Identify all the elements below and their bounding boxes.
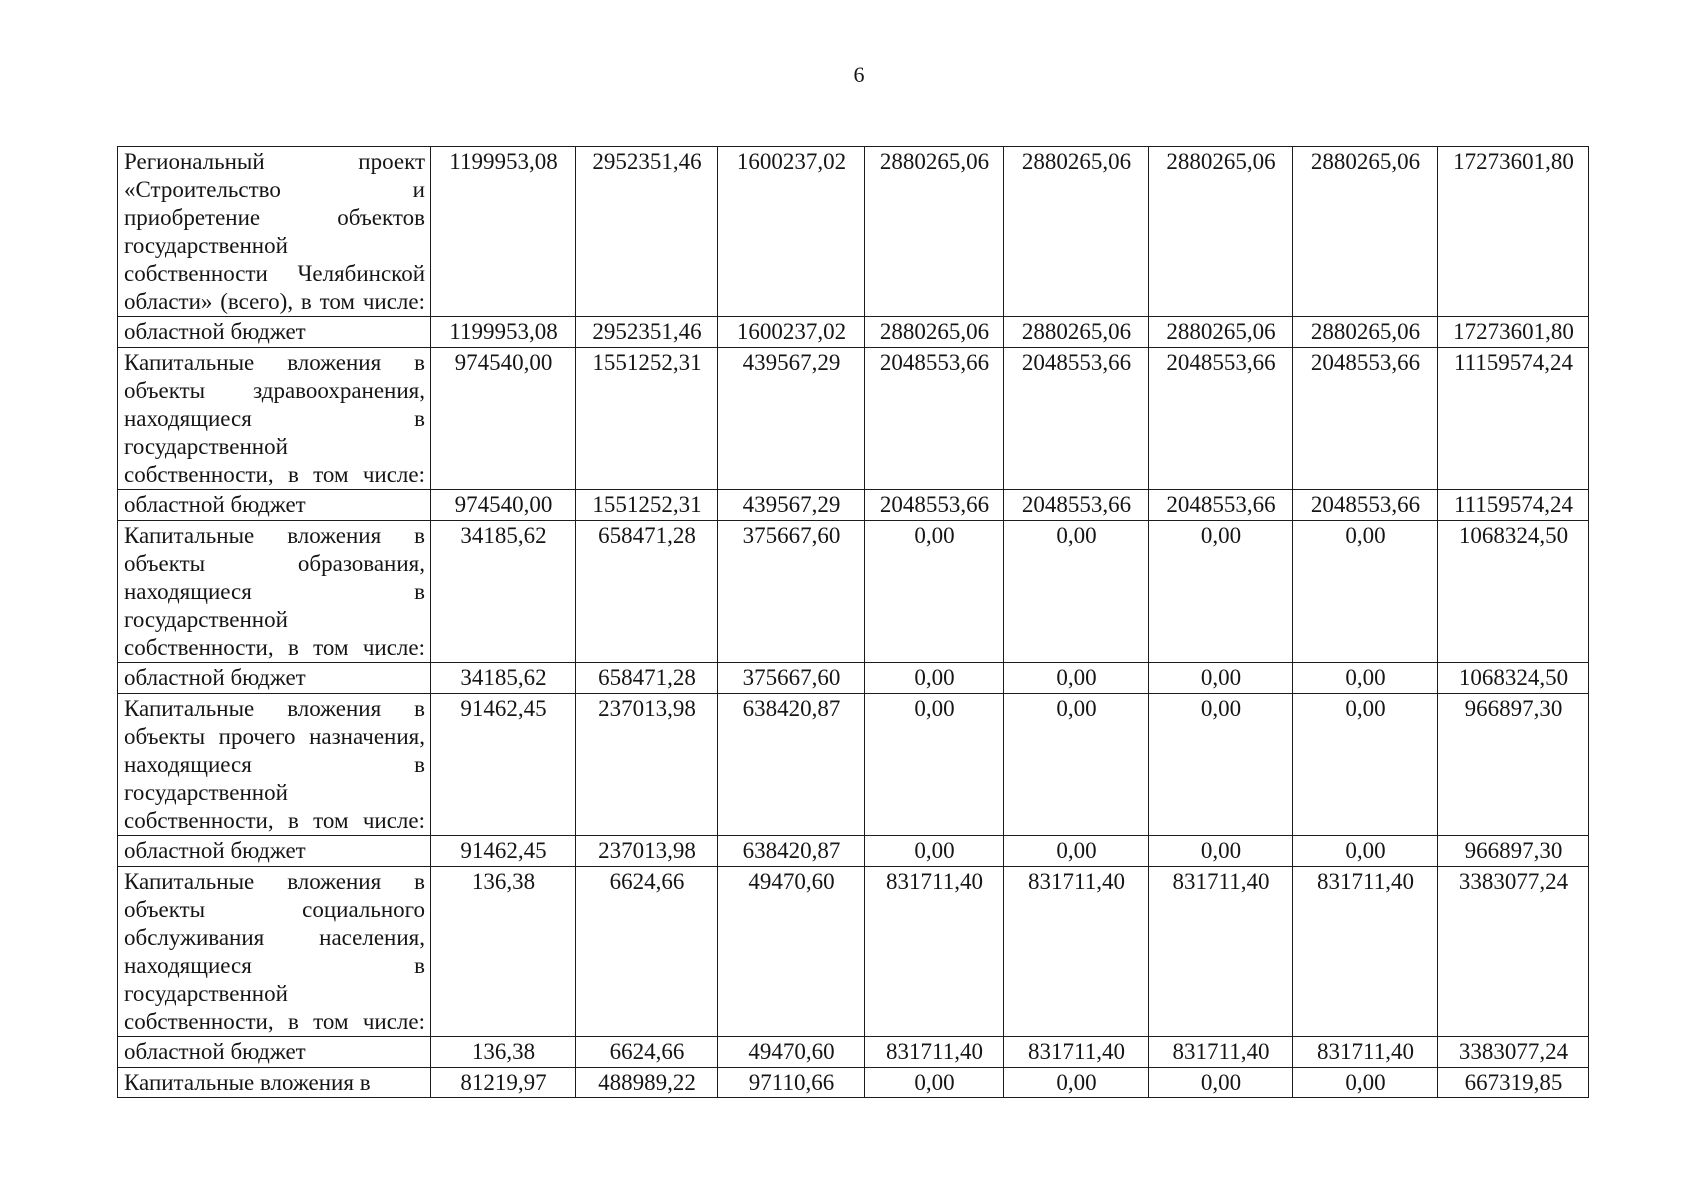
value-cell-year-2: 2952351,46	[576, 147, 718, 317]
value-cell-year-7: 2880265,06	[1293, 317, 1438, 348]
table-row-regional-budget	[118, 663, 1589, 694]
row-label-cell	[118, 490, 431, 521]
row-label-cell	[118, 867, 431, 1037]
table-row-regional-budget	[118, 490, 1589, 521]
value-cell-year-1: 1199953,08	[431, 147, 576, 317]
table-row-category	[118, 348, 1589, 490]
value-cell-year-1: 91462,45	[431, 836, 576, 867]
row-label-cell	[118, 663, 431, 694]
value-cell-year-1: 34185,62	[431, 521, 576, 663]
row-label-cell	[118, 694, 431, 836]
value-cell-year-2: 2952351,46	[576, 317, 718, 348]
row-label: Капитальные вложения в	[124, 1070, 371, 1095]
value-cell-total: 17273601,80	[1438, 317, 1589, 348]
value-cell-year-4: 2048553,66	[865, 348, 1004, 490]
row-label-cell	[118, 1037, 431, 1068]
row-label-cell	[118, 147, 431, 317]
value-cell-year-5: 2880265,06	[1004, 147, 1149, 317]
row-label-cell	[118, 836, 431, 867]
value-cell-year-6: 0,00	[1149, 1068, 1293, 1098]
value-cell-year-3: 638420,87	[718, 836, 865, 867]
row-label-cell	[118, 317, 431, 348]
value-cell-year-1: 81219,97	[431, 1068, 576, 1098]
value-cell-year-1: 974540,00	[431, 490, 576, 521]
row-label: Капитальные вложения в объекты здравоохранения, находящиеся в государственной собственности, в том числе:	[124, 350, 425, 487]
value-cell-year-5: 0,00	[1004, 663, 1149, 694]
value-cell-year-3: 439567,29	[718, 348, 865, 490]
budget-table	[117, 146, 1589, 1098]
row-label-cell	[118, 348, 431, 490]
value-cell-year-3: 1600237,02	[718, 147, 865, 317]
value-cell-year-7: 2880265,06	[1293, 147, 1438, 317]
value-cell-year-5: 0,00	[1004, 1068, 1149, 1098]
value-cell-total: 1068324,50	[1438, 663, 1589, 694]
value-cell-year-5: 0,00	[1004, 694, 1149, 836]
value-cell-year-2: 1551252,31	[576, 490, 718, 521]
value-cell-year-5: 2048553,66	[1004, 490, 1149, 521]
table-row-category	[118, 867, 1589, 1037]
value-cell-year-7: 0,00	[1293, 1068, 1438, 1098]
table-row-category	[118, 147, 1589, 317]
value-cell-total: 1068324,50	[1438, 521, 1589, 663]
value-cell-year-3: 638420,87	[718, 694, 865, 836]
value-cell-year-6: 2880265,06	[1149, 317, 1293, 348]
value-cell-year-3: 439567,29	[718, 490, 865, 521]
value-cell-year-3: 49470,60	[718, 867, 865, 1037]
value-cell-year-4: 0,00	[865, 694, 1004, 836]
table-row-regional-budget	[118, 317, 1589, 348]
value-cell-year-1: 974540,00	[431, 348, 576, 490]
value-cell-total: 11159574,24	[1438, 490, 1589, 521]
value-cell-year-4: 2880265,06	[865, 317, 1004, 348]
value-cell-year-2: 237013,98	[576, 694, 718, 836]
value-cell-year-6: 0,00	[1149, 663, 1293, 694]
value-cell-year-1: 136,38	[431, 867, 576, 1037]
value-cell-year-6: 831711,40	[1149, 1037, 1293, 1068]
row-label-cell	[118, 1068, 431, 1098]
budget-table-body	[118, 147, 1589, 1098]
value-cell-total: 3383077,24	[1438, 867, 1589, 1037]
table-row-category	[118, 694, 1589, 836]
value-cell-year-2: 488989,22	[576, 1068, 718, 1098]
value-cell-year-7: 0,00	[1293, 521, 1438, 663]
row-label: областной бюджет	[124, 665, 306, 690]
value-cell-year-5: 0,00	[1004, 836, 1149, 867]
value-cell-year-6: 831711,40	[1149, 867, 1293, 1037]
value-cell-year-7: 2048553,66	[1293, 490, 1438, 521]
value-cell-year-6: 2880265,06	[1149, 147, 1293, 317]
row-label: Капитальные вложения в объекты прочего назначения, находящиеся в государственной собственности, в том числе:	[124, 696, 425, 833]
value-cell-year-5: 2048553,66	[1004, 348, 1149, 490]
value-cell-year-2: 658471,28	[576, 663, 718, 694]
value-cell-year-7: 831711,40	[1293, 867, 1438, 1037]
row-label: Капитальные вложения в объекты образования, находящиеся в государственной собственности, в том числе:	[124, 523, 425, 660]
row-label: областной бюджет	[124, 492, 306, 517]
row-label: областной бюджет	[124, 838, 306, 863]
value-cell-year-5: 831711,40	[1004, 1037, 1149, 1068]
value-cell-year-4: 0,00	[865, 521, 1004, 663]
value-cell-year-7: 0,00	[1293, 836, 1438, 867]
page-number: 6	[853, 62, 865, 87]
value-cell-year-6: 2048553,66	[1149, 490, 1293, 521]
value-cell-year-4: 0,00	[865, 663, 1004, 694]
value-cell-total: 17273601,80	[1438, 147, 1589, 317]
table-row-category	[118, 521, 1589, 663]
value-cell-year-6: 2048553,66	[1149, 348, 1293, 490]
value-cell-year-4: 2880265,06	[865, 147, 1004, 317]
value-cell-year-7: 831711,40	[1293, 1037, 1438, 1068]
value-cell-year-4: 0,00	[865, 836, 1004, 867]
row-label: Региональный проект «Строительство и приобретение объектов государственной собственности Челябинской области» (всего), в том числе:	[124, 149, 425, 314]
value-cell-year-1: 1199953,08	[431, 317, 576, 348]
value-cell-year-2: 658471,28	[576, 521, 718, 663]
value-cell-year-6: 0,00	[1149, 694, 1293, 836]
row-label: областной бюджет	[124, 1039, 306, 1064]
value-cell-year-5: 831711,40	[1004, 867, 1149, 1037]
row-label: Капитальные вложения в объекты социального обслуживания населения, находящиеся в государственной собственности, в том числе:	[124, 869, 425, 1034]
value-cell-year-4: 831711,40	[865, 867, 1004, 1037]
value-cell-year-1: 91462,45	[431, 694, 576, 836]
value-cell-total: 667319,85	[1438, 1068, 1589, 1098]
value-cell-year-3: 97110,66	[718, 1068, 865, 1098]
value-cell-year-2: 237013,98	[576, 836, 718, 867]
value-cell-year-7: 0,00	[1293, 694, 1438, 836]
value-cell-total: 11159574,24	[1438, 348, 1589, 490]
value-cell-year-3: 49470,60	[718, 1037, 865, 1068]
value-cell-year-3: 375667,60	[718, 521, 865, 663]
value-cell-year-7: 0,00	[1293, 663, 1438, 694]
value-cell-year-2: 6624,66	[576, 1037, 718, 1068]
value-cell-year-7: 2048553,66	[1293, 348, 1438, 490]
value-cell-year-6: 0,00	[1149, 521, 1293, 663]
table-row-regional-budget	[118, 1037, 1589, 1068]
row-label: областной бюджет	[124, 319, 306, 344]
value-cell-year-2: 6624,66	[576, 867, 718, 1037]
value-cell-year-5: 2880265,06	[1004, 317, 1149, 348]
table-row-regional-budget	[118, 836, 1589, 867]
value-cell-year-6: 0,00	[1149, 836, 1293, 867]
value-cell-total: 966897,30	[1438, 836, 1589, 867]
value-cell-year-1: 136,38	[431, 1037, 576, 1068]
value-cell-total: 3383077,24	[1438, 1037, 1589, 1068]
value-cell-year-4: 2048553,66	[865, 490, 1004, 521]
row-label-cell	[118, 521, 431, 663]
value-cell-year-1: 34185,62	[431, 663, 576, 694]
table-row-category	[118, 1068, 1589, 1098]
value-cell-total: 966897,30	[1438, 694, 1589, 836]
value-cell-year-4: 0,00	[865, 1068, 1004, 1098]
value-cell-year-4: 831711,40	[865, 1037, 1004, 1068]
value-cell-year-3: 375667,60	[718, 663, 865, 694]
value-cell-year-3: 1600237,02	[718, 317, 865, 348]
value-cell-year-2: 1551252,31	[576, 348, 718, 490]
value-cell-year-5: 0,00	[1004, 521, 1149, 663]
